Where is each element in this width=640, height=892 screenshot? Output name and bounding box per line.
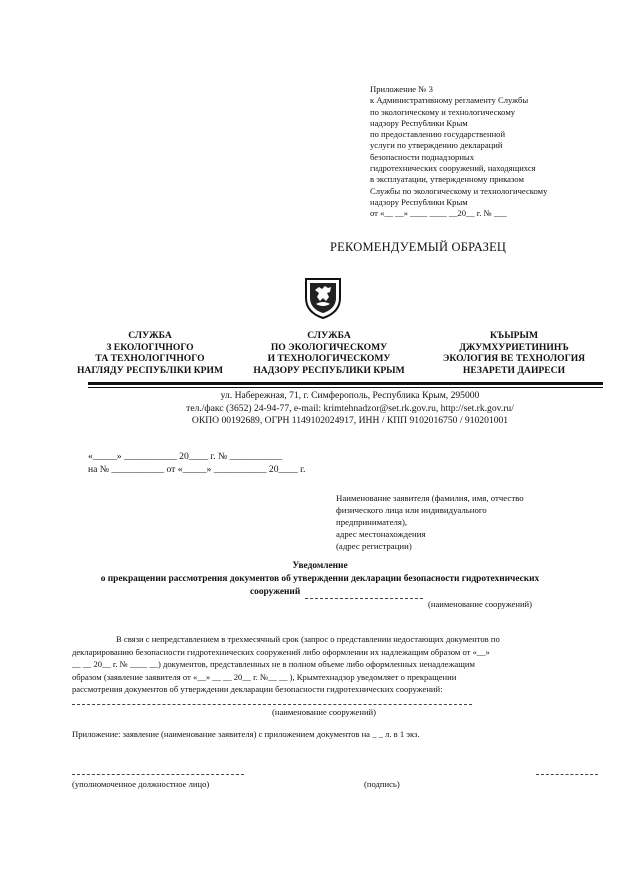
facility-name-note: (наименование сооружений) (428, 599, 533, 609)
appendix-line: по предоставлению государственной (370, 129, 506, 140)
body-line: декларированию безопасности гидротехнических сооружений либо оформлении их надлежащим образом от «__» (72, 646, 490, 657)
outgoing-number-line: «_____» ___________ 20____ г. № ___________ (88, 451, 283, 462)
appendix-line: услуги по утверждению деклараций (370, 140, 503, 151)
notice-subtitle-end: сооружений (250, 587, 301, 597)
appendix-reference (370, 84, 620, 220)
org-line: И ТЕХНОЛОГИЧЕСКОМУ (267, 353, 391, 365)
applicant-line: физического лица или индивидуального (336, 505, 487, 515)
contact-registry-codes: ОКПО 00192689, ОГРН 1149102024917, ИНН / КПП 9102016750 / 910201001 (191, 415, 509, 427)
recommended-sample-label: РЕКОМЕНДУЕМЫЙ ОБРАЗЕЦ (330, 240, 507, 254)
appendix-line: надзору Республики Крым (370, 117, 468, 128)
attachment-line: Приложение: заявление (наименование заявителя) с приложением документов на _ _ л. в 1 экз. (72, 729, 420, 739)
applicant-line: Наименование заявителя (фамилия, имя, отчество (336, 493, 524, 503)
org-header-ukrainian (72, 330, 228, 376)
org-line: ДЖУМХУРИЕТИНИНЪ (459, 341, 569, 353)
org-line: КЪЫРЫМ (489, 330, 539, 341)
official-caption: (уполномоченное должностное лицо) (72, 779, 210, 789)
crimea-emblem-icon (303, 276, 343, 320)
appendix-line: от «__ __» ____ ____ __20__ г. № ___ (370, 208, 507, 219)
org-line: З ЕКОЛОГІЧНОГО (106, 341, 194, 353)
org-line: СЛУЖБА (307, 330, 351, 341)
facility-name-blank (305, 598, 423, 599)
body-line: образом (заявление заявителя от «__» __ __ 20__ г. №__ __ ), Крымтехнадзор уведомляет о прекращении (72, 671, 457, 682)
notice-subtitle: о прекращении рассмотрения документов об утверждении декларации безопасности гидротехнических (100, 574, 540, 584)
facility-caption: (наименование сооружений) (272, 707, 377, 717)
appendix-line: надзору Республики Крым (370, 196, 468, 207)
applicant-address-block (336, 492, 524, 552)
initials-blank (536, 774, 598, 775)
appendix-line: в эксплуатации, утвержденному приказом (370, 174, 524, 185)
official-signature-blank (72, 774, 244, 775)
notice-title: Уведомление (292, 561, 348, 571)
header-divider (88, 382, 603, 385)
body-line: В связи с непредставлением в трехмесячный срок (запрос о представлении недостающих документов по (116, 634, 500, 644)
org-line: ТА ТЕХНОЛОГІЧНОГО (95, 353, 205, 365)
org-header-russian (248, 330, 410, 376)
signature-caption: (подпись) (364, 779, 400, 789)
facility-list-blank (72, 704, 472, 705)
applicant-line: адрес местонахождения (336, 529, 426, 539)
contact-address: ул. Набережная, 71, г. Симферополь, Республика Крым, 295000 (220, 390, 480, 401)
contact-phone-email: тел./факс (3652) 24-94-77, e-mail: krimtehnadzor@set.rk.gov.ru, http://set.rk.gov.ru/ (186, 402, 514, 414)
appendix-line: по экологическому и технологическому (370, 106, 516, 117)
applicant-line: предпринимателя), (336, 517, 408, 527)
org-header-crimean-tatar (428, 330, 600, 376)
org-line: НЕЗАРЕТИ ДАИРЕСИ (462, 364, 566, 376)
applicant-line: (адрес регистрации) (336, 541, 412, 551)
appendix-line: гидротехнических сооружений, находящихся (370, 163, 536, 174)
org-line: СЛУЖБА (128, 330, 172, 341)
notice-body (72, 633, 604, 696)
org-line: НАДЗОРУ РЕСПУБЛИКИ КРЫМ (253, 364, 405, 376)
org-line: ПО ЭКОЛОГИЧЕСКОМУ (270, 341, 388, 353)
body-line: __ __ 20__ г. № ____ __) документов, представленных не в полном объеме либо оформленных ненадлежащим (72, 659, 475, 669)
appendix-line: Приложение № 3 (370, 84, 433, 94)
org-line: НАГЛЯДУ РЕСПУБЛІКИ КРИМ (76, 364, 224, 376)
appendix-line: Службы по экологическому и технологическому (370, 185, 548, 196)
body-line: рассмотрения документов об утверждении декларации безопасности гидротехнических сооружений: (72, 684, 443, 694)
appendix-line: к Административному регламенту Службы (370, 95, 529, 106)
header-divider-thin (88, 387, 603, 388)
appendix-line: безопасности поднадзорных (370, 151, 474, 162)
org-line: ЭКОЛОГИЯ ВЕ ТЕХНОЛОГИЯ (442, 353, 586, 365)
reference-number-line: на № ___________ от «_____» ___________ 20____ г. (88, 464, 306, 475)
contact-details (140, 390, 560, 428)
